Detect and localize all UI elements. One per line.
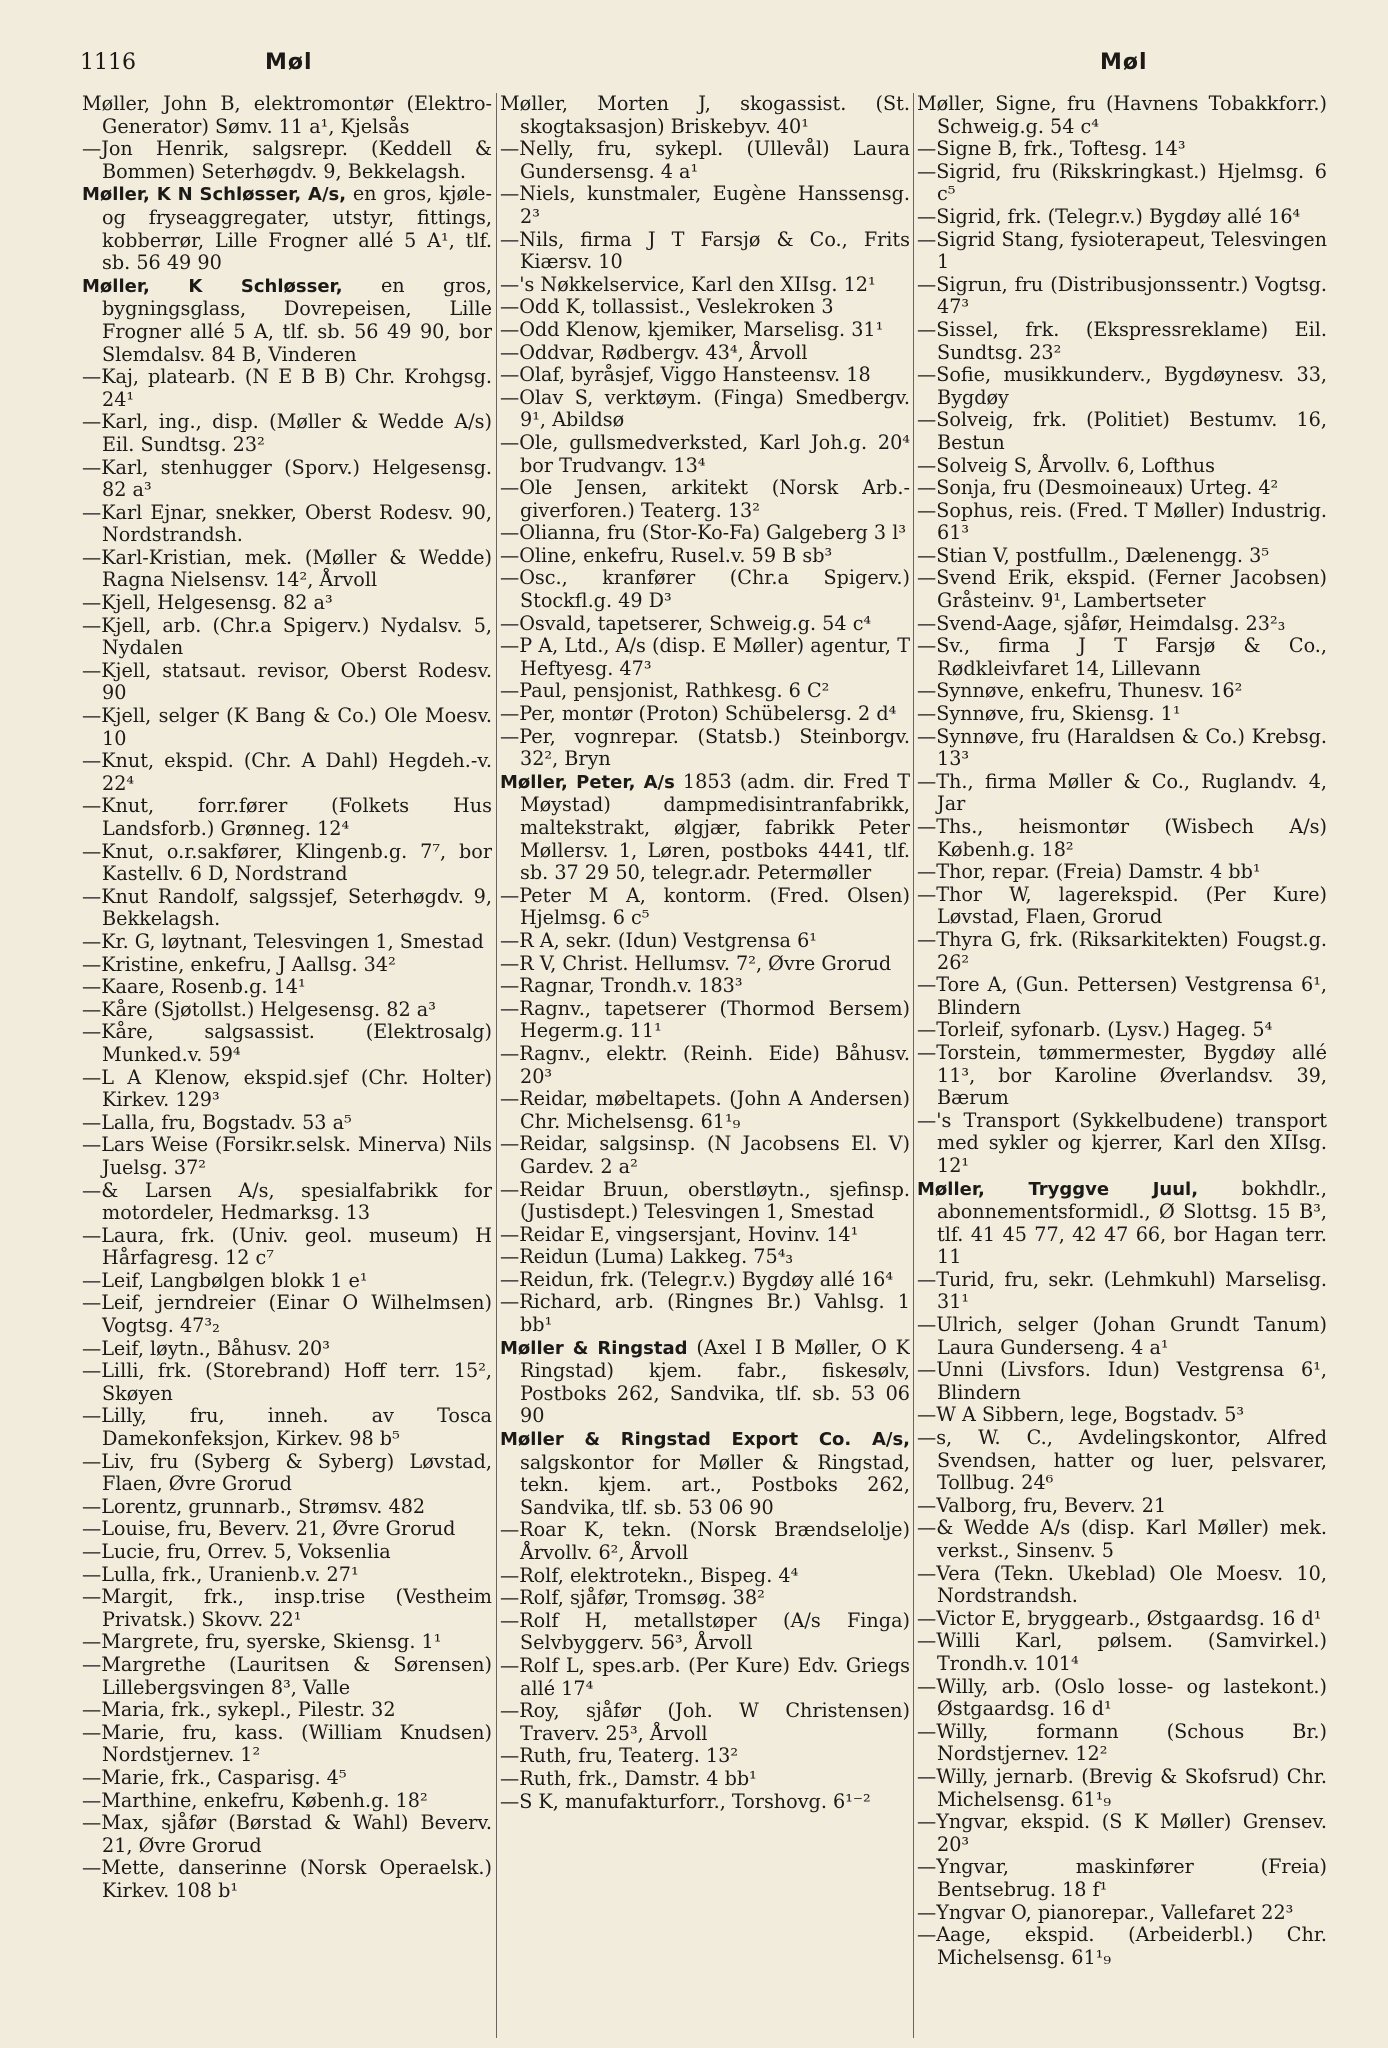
directory-entry: —Sonja, fru (Desmoineaux) Urteg. 4² <box>917 476 1279 500</box>
directory-entry: —Sofie, musikkunderv., Bygdøynesv. 33, Bygdøy <box>917 363 1327 409</box>
directory-entry: —Signe B, frk., Toftesg. 14³ <box>917 137 1186 161</box>
directory-entry: —Thor W, lagerekspid. (Per Kure) Løvstad, Flaen, Grorud <box>917 882 1327 929</box>
entry-heading: Møller, K Schløsser, <box>82 275 343 297</box>
directory-entry: —Olaf, byråsjef, Viggo Hansteensv. 18 <box>500 363 871 387</box>
directory-entry: —Lulla, frk., Uranienb.v. 27¹ <box>82 1562 359 1586</box>
directory-entry: —Torleif, syfonarb. (Lysv.) Hageg. 5⁴ <box>917 1018 1273 1042</box>
directory-entry: —Ruth, fru, Teaterg. 13² <box>500 1744 739 1768</box>
directory-entry: —Ole Jensen, arkitekt (Norsk Arb.-giverforen.) Teaterg. 13² <box>500 476 910 522</box>
directory-entry: —Ragnar, Trondh.v. 183³ <box>500 974 743 998</box>
directory-entry: —Yngvar, maskinfører (Freia) Bentsebrug. 18 f¹ <box>917 1855 1327 1901</box>
directory-entry: —Sigrun, fru (Distribusjonssentr.) Vogtsg. 47³ <box>917 272 1327 319</box>
directory-entry: —& Wedde A/s (disp. Karl Møller) mek. verkst., Sinsenv. 5 <box>917 1516 1327 1562</box>
directory-entry: —Lucie, fru, Orrev. 5, Voksenlia <box>82 1540 391 1563</box>
directory-entry: —S K, manufakturforr., Torshovg. 6¹⁻² <box>500 1789 871 1813</box>
directory-entry: —Willy, jernarb. (Brevig & Skofsrud) Chr. Michelsensg. 61¹₉ <box>917 1764 1327 1811</box>
directory-entry: —Olav S, verktøym. (Finga) Smedbergv. 9¹, Abildsø <box>500 385 910 432</box>
directory-entry: —Marthine, enkefru, Københ.g. 18² <box>82 1788 428 1812</box>
entry-heading: Møller & Ringstad Export Co. A/s, <box>500 1429 910 1451</box>
directory-entry: —Lars Weise (Forsikr.selsk. Minerva) Nils Juelsg. 37² <box>82 1133 492 1179</box>
directory-entry: —Osc., kranfører (Chr.a Spigerv.) Stockfl.g. 49 D³ <box>500 566 910 613</box>
directory-entry: —Kjell, statsaut. revisor, Oberst Rodesv. 90 <box>82 658 492 705</box>
directory-entry: —Knut Randolf, salgssjef, Seterhøgdv. 9, Bekkelagsh. <box>82 884 492 931</box>
directory-entry: —Roar K, tekn. (Norsk Brændselolje) Årvollv. 6², Årvoll <box>500 1518 910 1564</box>
directory-entry: Møller, K Schløsser, en gros, bygningsglass, Dovrepeisen, Lille Frogner allé 5 A, tlf. sb. 56 49 90, bor Slemdalsv. 84 B, Vinderen <box>82 273 492 366</box>
directory-entry: —Willy, formann (Schous Br.) Nordstjernev. 12² <box>917 1719 1327 1766</box>
directory-entry: —Svend Erik, ekspid. (Ferner Jacobsen) Gråsteinv. 9¹, Lambertseter <box>917 566 1327 613</box>
directory-entry: —Kåre (Sjøtollst.) Helgesensg. 82 a³ <box>82 997 436 1021</box>
directory-entry: —Reidun (Luma) Lakkeg. 75⁴₃ <box>500 1245 794 1269</box>
directory-entry: Møller, John B, elektromontør (Elektro-Generator) Sømv. 11 a¹, Kjelsås <box>82 93 492 138</box>
directory-entry: —Sissel, frk. (Ekspressreklame) Eil. Sundtsg. 23² <box>917 317 1327 364</box>
directory-entry: —Per, vognrepar. (Statsb.) Steinborgv. 32², Bryn <box>500 724 910 771</box>
directory-entry: —Karl, ing., disp. (Møller & Wedde A/s) Eil. Sundtsg. 23² <box>82 410 492 456</box>
directory-entry: —Rolf L, spes.arb. (Per Kure) Edv. Griegs allé 17⁴ <box>500 1653 910 1700</box>
directory-entry: —Solveig S, Årvollv. 6, Lofthus <box>917 453 1215 477</box>
page-header <box>80 50 1330 90</box>
directory-entry: —Willy, arb. (Oslo losse- og lastekont.) Østgaardsg. 16 d¹ <box>917 1674 1327 1721</box>
directory-entry: —Knut, o.r.sakfører, Klingenb.g. 7⁷, bor Kastellv. 6 D, Nordstrand <box>82 839 492 886</box>
directory-entry: —& Larsen A/s, spesialfabrikk for motordeler, Hedmarksg. 13 <box>82 1178 492 1225</box>
directory-entry: —Laura, frk. (Univ. geol. museum) H Hårfagresg. 12 c⁷ <box>82 1223 492 1270</box>
directory-column-3 <box>917 93 1327 2038</box>
directory-entry: —Leif, jerndreier (Einar O Wilhelmsen) Vogtsg. 47³₂ <box>82 1291 492 1338</box>
directory-entry: —L A Klenow, ekspid.sjef (Chr. Holter) Kirkev. 129³ <box>82 1065 492 1112</box>
directory-entry: —R A, sekr. (Idun) Vestgrensa 6¹ <box>500 928 817 952</box>
directory-entry: —Svend-Aage, sjåfør, Heimdalsg. 23²₃ <box>917 611 1286 635</box>
directory-entry: —Rolf, sjåfør, Tromsøg. 38² <box>500 1586 765 1610</box>
directory-entry: —Louise, fru, Beverv. 21, Øvre Grorud <box>82 1517 456 1541</box>
directory-entry: —Leif, Langbølgen blokk 1 e¹ <box>82 1268 368 1292</box>
directory-entry: —Jon Henrik, salgsrepr. (Keddell & Bommen) Seterhøgdv. 9, Bekkelagsh. <box>82 137 492 183</box>
directory-entry: —Reidar, salgsinsp. (N Jacobsens El. V) Gardev. 2 a² <box>500 1132 910 1178</box>
directory-entry: —Sigrid Stang, fysioterapeut, Telesvingen 1 <box>917 227 1327 274</box>
directory-entry: —Lorentz, grunnarb., Strømsv. 482 <box>82 1494 426 1518</box>
column-divider <box>913 93 914 2038</box>
directory-entry: —Synnøve, fru, Skiensg. 1¹ <box>917 702 1181 726</box>
directory-entry: —Unni (Livsfors. Idun) Vestgrensa 6¹, Blindern <box>917 1358 1327 1404</box>
directory-entry: —Per, montør (Proton) Schübelersg. 2 d⁴ <box>500 702 897 726</box>
directory-entry: —Sv., firma J T Farsjø & Co., Rødkleivfaret 14, Lillevann <box>917 634 1327 680</box>
directory-entry: —Synnøve, enkefru, Thunesv. 16² <box>917 679 1243 703</box>
directory-entry: —Aage, ekspid. (Arbeiderbl.) Chr. Michelsensg. 61¹₉ <box>917 1923 1327 1969</box>
directory-entry: —Oline, enkefru, Rusel.v. 59 B sb³ <box>500 543 833 567</box>
directory-entry: —Nelly, fru, sykepl. (Ullevål) Laura Gundersensg. 4 a¹ <box>500 137 910 183</box>
directory-entry: —Vera (Tekn. Ukeblad) Ole Moesv. 10, Nordstrandsh. <box>917 1561 1327 1608</box>
directory-entry: —'s Transport (Sykkelbudene) transport med sykler og kjerrer, Karl den XIIsg. 12¹ <box>917 1108 1327 1177</box>
directory-entry: —Reidar, møbeltapets. (John A Andersen) Chr. Michelsensg. 61¹₉ <box>500 1087 910 1133</box>
running-head-left: Møl <box>265 50 313 75</box>
directory-entry: —Niels, kunstmaler, Eugène Hanssensg. 2³ <box>500 182 910 228</box>
directory-entry: —Th., firma Møller & Co., Ruglandv. 4, Jar <box>917 769 1327 816</box>
directory-entry: —Knut, forr.fører (Folkets Hus Landsforb.) Grønneg. 12⁴ <box>82 794 492 840</box>
directory-entry: —Kristine, enkefru, J Aallsg. 34² <box>82 952 396 976</box>
page-number: 1116 <box>80 50 136 75</box>
directory-entry: —'s Nøkkelservice, Karl den XIIsg. 12¹ <box>500 272 876 296</box>
directory-entry: —W A Sibbern, lege, Bogstadv. 5³ <box>917 1403 1245 1427</box>
directory-entry: —Ths., heismontør (Wisbech A/s) Københ.g. 18² <box>917 815 1327 861</box>
directory-entry: —Kjell, arb. (Chr.a Spigerv.) Nydalsv. 5, Nydalen <box>82 613 492 660</box>
directory-entry: —Solveig, frk. (Politiet) Bestumv. 16, Bestun <box>917 408 1327 454</box>
directory-entry: Møller & Ringstad Export Co. A/s, salgskontor for Møller & Ringstad, tekn. kjem. art., Postboks 262, Sandvika, tlf. sb. 53 06 90 <box>500 1429 910 1519</box>
directory-entry: —Reidar E, vingsersjant, Hovinv. 14¹ <box>500 1222 859 1246</box>
directory-entry: —Turid, fru, sekr. (Lehmkuhl) Marselisg. 31¹ <box>917 1267 1327 1314</box>
directory-entry: —Max, sjåfør (Børstad & Wahl) Beverv. 21, Øvre Grorud <box>82 1811 492 1857</box>
directory-entry: —Sophus, reis. (Fred. T Møller) Industrig. 61³ <box>917 498 1327 545</box>
entry-heading: Møller, Tryggve Juul, <box>917 1178 1199 1200</box>
directory-entry: —Kaare, Rosenb.g. 14¹ <box>82 975 306 999</box>
directory-entry: —s, W. C., Avdelingskontor, Alfred Svendsen, hatter og luer, pelsvarer, Tollbug. 24⁶ <box>917 1426 1327 1495</box>
directory-entry: —Liv, fru (Syberg & Syberg) Løvstad, Flaen, Øvre Grorud <box>82 1449 492 1496</box>
directory-entry: —P A, Ltd., A/s (disp. E Møller) agentur, T Heftyesg. 47³ <box>500 634 910 680</box>
directory-entry: —Roy, sjåfør (Joh. W Christensen) Traverv. 25³, Årvoll <box>500 1699 910 1745</box>
directory-entry: —R V, Christ. Hellumsv. 7², Øvre Grorud <box>500 951 892 975</box>
directory-entry: —Willi Karl, pølsem. (Samvirkel.) Trondh.v. 101⁴ <box>917 1629 1327 1675</box>
directory-entry: —Richard, arb. (Ringnes Br.) Vahlsg. 1 bb¹ <box>500 1290 910 1337</box>
directory-entry: —Margit, frk., insp.trise (Vestheim Privatsk.) Skovv. 22¹ <box>82 1585 492 1631</box>
entry-heading: Møller, K N Schløsser, A/s, <box>82 184 347 206</box>
directory-entry: —Karl Ejnar, snekker, Oberst Rodesv. 90, Nordstrandsh. <box>82 500 492 547</box>
directory-entry: —Ulrich, selger (Johan Grundt Tanum) Laura Gunderseng. 4 a¹ <box>917 1313 1327 1359</box>
directory-entry: —Tore A, (Gun. Pettersen) Vestgrensa 6¹, Blindern <box>917 973 1327 1019</box>
directory-column-2 <box>500 93 910 2038</box>
directory-entry: —Karl, stenhugger (Sporv.) Helgesensg. 82 a³ <box>82 455 492 502</box>
directory-entry: —Kjell, Helgesensg. 82 a³ <box>82 591 333 615</box>
directory-entry: —Reidun, frk. (Telegr.v.) Bygdøy allé 16⁴ <box>500 1267 894 1291</box>
directory-entry: —Nils, firma J T Farsjø & Co., Frits Kiærsv. 10 <box>500 227 910 274</box>
directory-entry: —Thyra G, frk. (Riksarkitekten) Fougst.g. 26² <box>917 927 1327 974</box>
directory-entry: —Kjell, selger (K Bang & Co.) Ole Moesv. 10 <box>82 704 492 750</box>
directory-entry: —Odd K, tollassist., Veslekroken 3 <box>500 295 834 319</box>
directory-entry: —Ole, gullsmedverksted, Karl Joh.g. 20⁴ bor Trudvangv. 13⁴ <box>500 430 910 477</box>
directory-column-1 <box>82 93 492 2038</box>
running-head-right: Møl <box>1100 50 1148 75</box>
directory-entry: —Torstein, tømmermester, Bygdøy allé 11³, bor Karoline Øverlandsv. 39, Bærum <box>917 1040 1327 1110</box>
directory-entry: —Kr. G, løytnant, Telesvingen 1, Smestad <box>82 929 484 953</box>
directory-entry: —Rolf, elektrotekn., Bispeg. 4⁴ <box>500 1563 799 1587</box>
column-divider <box>496 93 497 2038</box>
directory-entry: Møller, K N Schløsser, A/s, en gros, kjøle- og fryseaggregater, utstyr, fittings, kobberrør, Lille Frogner allé 5 A¹, tlf. sb. 56 49 90 <box>82 182 492 275</box>
directory-entry: —Margrethe (Lauritsen & Sørensen) Lillebergsvingen 8³, Valle <box>82 1652 492 1699</box>
directory-entry: Møller, Signe, fru (Havnens Tobakkforr.) Schweig.g. 54 c⁴ <box>917 93 1327 138</box>
directory-entry: Møller, Morten J, skogassist. (St. skogtaksasjon) Briskebyv. 40¹ <box>500 93 910 138</box>
directory-entry: —Sigrid, fru (Rikskringkast.) Hjelmsg. 6 c⁵ <box>917 159 1327 206</box>
directory-entry: —Margrete, fru, syerske, Skiensg. 1¹ <box>82 1630 442 1654</box>
directory-entry: —Knut, ekspid. (Chr. A Dahl) Hegdeh.-v. 22⁴ <box>82 749 492 795</box>
directory-entry: —Rolf H, metallstøper (A/s Finga) Selvbyggerv. 56³, Årvoll <box>500 1608 910 1655</box>
directory-entry: —Synnøve, fru (Haraldsen & Co.) Krebsg. 13³ <box>917 724 1327 771</box>
directory-entry: —Valborg, fru, Beverv. 21 <box>917 1493 1167 1517</box>
directory-entry: —Odd Klenow, kjemiker, Marselisg. 31¹ <box>500 317 884 341</box>
directory-entry: —Marie, fru, kass. (William Knudsen) Nordstjernev. 1² <box>82 1720 492 1767</box>
directory-entry: —Peter M A, kontorm. (Fred. Olsen) Hjelmsg. 6 c⁵ <box>500 883 910 930</box>
directory-entry: —Karl-Kristian, mek. (Møller & Wedde) Ragna Nielsensv. 14², Årvoll <box>82 545 492 592</box>
entry-heading: Møller, Peter, A/s <box>500 771 675 793</box>
directory-entry: Møller & Ringstad (Axel I B Møller, O K Ringstad) kjem. fabr., fiskesølv, Postboks 262, Sandvika, tlf. sb. 53 06 90 <box>500 1335 910 1428</box>
directory-entry: —Yngvar O, pianorepar., Vallefaret 22³ <box>917 1900 1294 1924</box>
directory-entry: —Lalla, fru, Bogstadv. 53 a⁵ <box>82 1110 352 1134</box>
directory-entry: —Maria, frk., sykepl., Pilestr. 32 <box>82 1698 396 1722</box>
directory-entry: —Ruth, frk., Damstr. 4 bb¹ <box>500 1766 757 1790</box>
directory-entry: —Lilly, fru, inneh. av Tosca Damekonfeksjon, Kirkev. 98 b⁵ <box>82 1404 492 1451</box>
entry-heading: Møller & Ringstad <box>500 1337 688 1359</box>
directory-entry: —Marie, frk., Casparisg. 4⁵ <box>82 1765 347 1789</box>
directory-entry: —Victor E, bryggearb., Østgaardsg. 16 d¹ <box>917 1606 1322 1630</box>
directory-entry: —Olianna, fru (Stor-Ko-Fa) Galgeberg 3 l³ <box>500 521 907 545</box>
directory-entry: —Yngvar, ekspid. (S K Møller) Grensev. 20³ <box>917 1810 1327 1856</box>
directory-entry: —Osvald, tapetserer, Schweig.g. 54 c⁴ <box>500 611 872 635</box>
directory-entry: —Kaj, platearb. (N E B B) Chr. Krohgsg. 24¹ <box>82 365 492 411</box>
directory-entry: —Lilli, frk. (Storebrand) Hoff terr. 15², Skøyen <box>82 1359 492 1405</box>
directory-entry: Møller, Tryggve Juul, bokhdlr., abonnementsformidl., Ø Slottsg. 15 B³, tlf. 41 45 77, 42 47 66, bor Hagan terr. 11 <box>917 1176 1327 1269</box>
directory-entry: —Oddvar, Rødbergv. 43⁴, Årvoll <box>500 340 808 364</box>
directory-entry: —Sigrid, frk. (Telegr.v.) Bygdøy allé 16⁴ <box>917 204 1301 228</box>
directory-entry: —Leif, løytn., Båhusv. 20³ <box>82 1336 330 1360</box>
directory-entry: —Reidar Bruun, oberstløytn., sjefinsp. (Justisdept.) Telesvingen 1, Smestad <box>500 1177 910 1224</box>
directory-entry: —Stian V, postfullm., Dælenengg. 3⁵ <box>917 543 1270 567</box>
directory-entry: —Ragnv., elektr. (Reinh. Eide) Båhusv. 20³ <box>500 1041 910 1088</box>
directory-entry: —Paul, pensjonist, Rathkesg. 6 C² <box>500 679 830 703</box>
directory-entry: —Kåre, salgsassist. (Elektrosalg) Munked.v. 59⁴ <box>82 1020 492 1066</box>
directory-entry: —Thor, repar. (Freia) Damstr. 4 bb¹ <box>917 860 1261 884</box>
directory-entry: —Ragnv., tapetserer (Thormod Bersem) Hegerm.g. 11¹ <box>500 996 910 1043</box>
directory-entry: —Mette, danserinne (Norsk Operaelsk.) Kirkev. 108 b¹ <box>82 1856 492 1902</box>
directory-entry: Møller, Peter, A/s 1853 (adm. dir. Fred T Møystad) dampmedisintranfabrikk, maltekstrakt, ølgjær, fabrikk Peter Møllersv. 1, Løren, postboks 4441, tlf. sb. 37 29 50, telegr.adr. Petermøller <box>500 769 910 885</box>
